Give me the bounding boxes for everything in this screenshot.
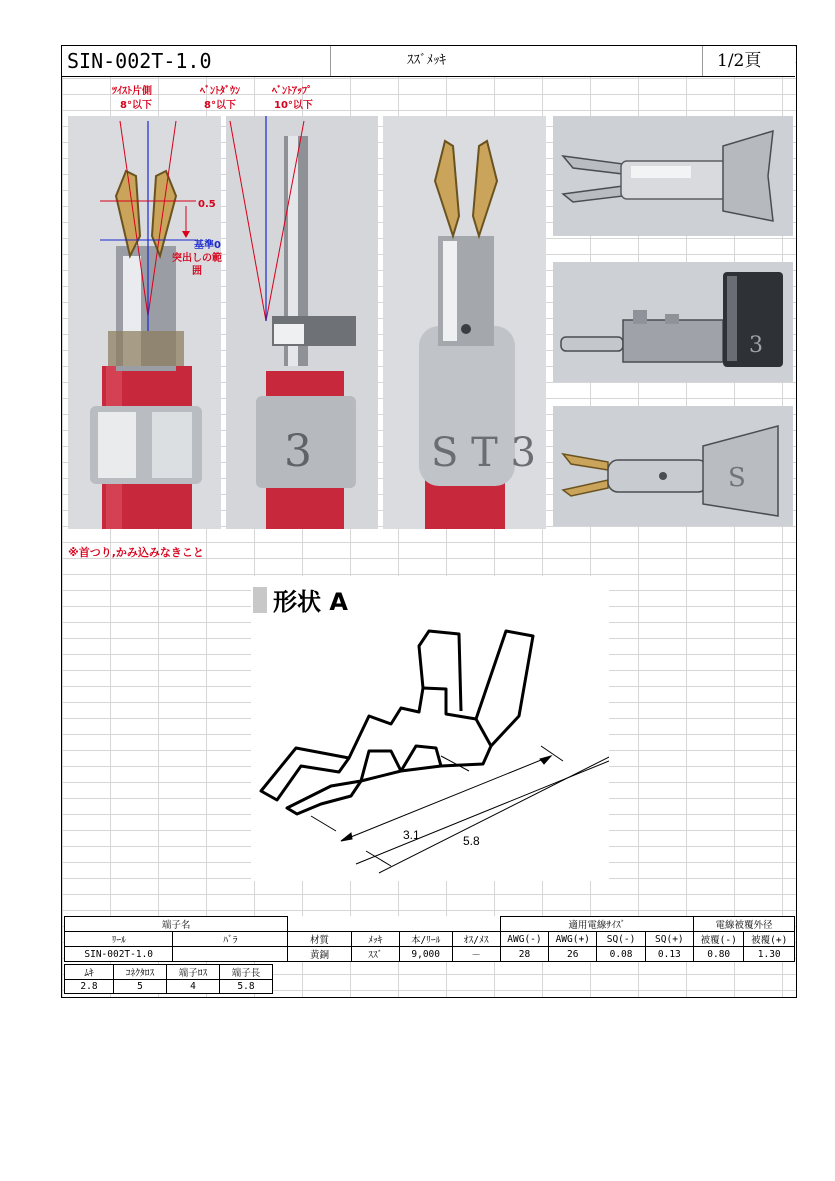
svg-text:3: 3 xyxy=(284,426,312,477)
svg-text:3: 3 xyxy=(749,333,763,358)
table-row xyxy=(65,917,795,932)
insulation-header: 電線被覆外径 xyxy=(693,917,794,932)
col-insulation-min: 被覆(-) xyxy=(693,932,743,947)
dimension-table xyxy=(64,964,273,994)
col-awg-max: AWG(+) xyxy=(549,932,597,947)
col-sq-max: SQ(+) xyxy=(645,932,693,947)
twist-label: ﾂｲｽﾄ片側 xyxy=(112,86,152,97)
col-terminal-loss: 端子ﾛｽ xyxy=(167,965,220,980)
table-row: SIN-002T-1.0 黄銅 ｽｽﾞ 9,000 － 28 26 0.08 0.13 0.80 1.30 xyxy=(65,947,795,962)
dimension-0-5: 0.5 xyxy=(198,199,216,210)
twist-value: 8°以下 xyxy=(120,100,152,111)
bent-down-label: ﾍﾞﾝﾄﾀﾞｳﾝ xyxy=(200,86,240,97)
col-per-reel: 本/ﾘｰﾙ xyxy=(399,932,452,947)
svg-text:S: S xyxy=(728,463,746,493)
drawing-title: 形状 A xyxy=(273,588,348,616)
col-connector-loss: ｺﾈｸﾀﾛｽ xyxy=(114,965,167,980)
page-number: 1/2頁 xyxy=(717,51,762,71)
shape-drawing xyxy=(251,576,609,881)
table-row: 2.8 5 4 5.8 xyxy=(65,980,273,994)
col-terminal-length: 端子長 xyxy=(220,965,273,980)
spec-table xyxy=(64,916,795,962)
svg-text:S T 3: S T 3 xyxy=(431,430,536,476)
terminal-name-header: 端子名 xyxy=(65,917,288,932)
col-sq-min: SQ(-) xyxy=(597,932,645,947)
table-row xyxy=(65,965,273,980)
inspection-note: ※首つり,かみ込みなきこと xyxy=(68,546,204,559)
col-reel: ﾘｰﾙ xyxy=(65,932,173,947)
dimension-5-8: 5.8 xyxy=(463,834,480,848)
wire-size-header: 適用電線ｻｲｽﾞ xyxy=(500,917,693,932)
plating-title: ｽｽﾞﾒｯｷ xyxy=(407,53,446,68)
part-number: SIN-002T-1.0 xyxy=(67,49,212,73)
bent-down-value: 8°以下 xyxy=(204,100,236,111)
photo-front-view xyxy=(68,116,221,529)
photo-bottom-view xyxy=(553,406,793,526)
bent-up-label: ﾍﾞﾝﾄｱｯﾌﾟ xyxy=(272,86,312,97)
col-strip: ﾑｷ xyxy=(65,965,114,980)
photo-back-view xyxy=(383,116,546,529)
drawing-sheet xyxy=(61,45,797,998)
protrusion-range-label: 突出しの範囲 xyxy=(172,253,222,277)
col-gender: ｵｽ/ﾒｽ xyxy=(452,932,500,947)
col-material: 材質 xyxy=(288,932,351,947)
col-loose: ﾊﾞﾗ xyxy=(173,932,288,947)
photo-top-view xyxy=(553,116,793,236)
datum-label: 基準0 xyxy=(194,240,221,251)
photo-side-view xyxy=(226,116,378,529)
bent-up-value: 10°以下 xyxy=(274,100,313,111)
table-row xyxy=(65,932,795,947)
header-bar xyxy=(62,46,795,77)
photo-lateral-view xyxy=(553,262,793,382)
col-awg-min: AWG(-) xyxy=(500,932,548,947)
col-plating: ﾒｯｷ xyxy=(351,932,399,947)
col-insulation-max: 被覆(+) xyxy=(744,932,795,947)
dimension-3-1: 3.1 xyxy=(403,828,420,842)
